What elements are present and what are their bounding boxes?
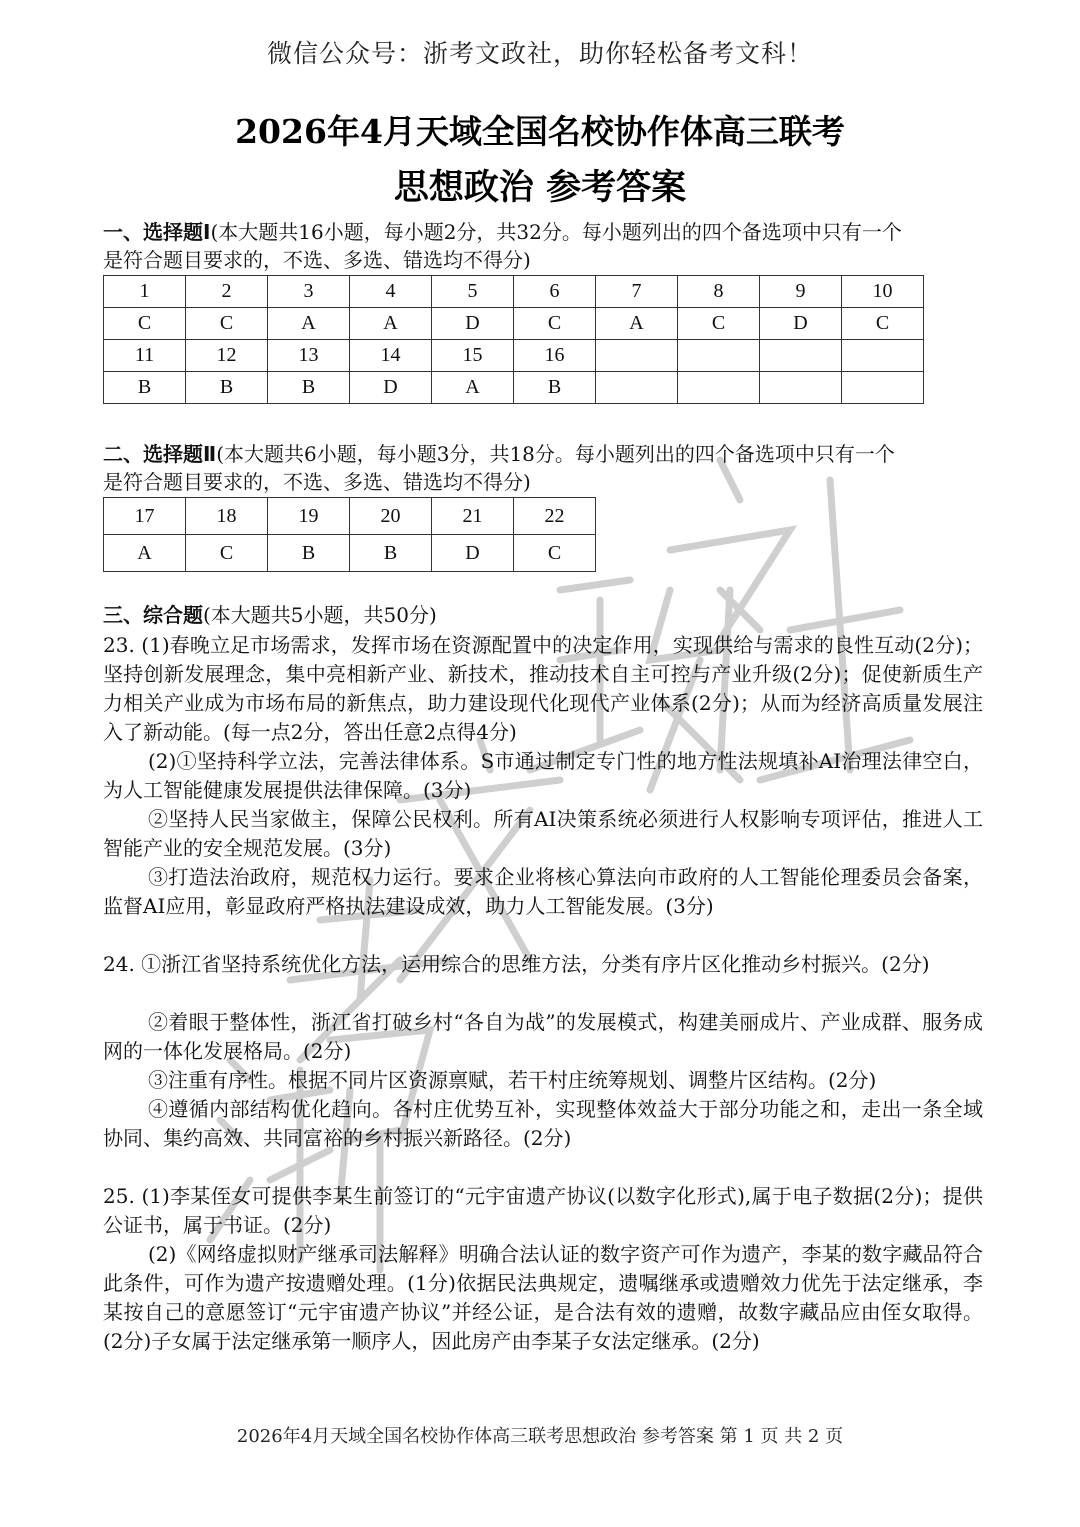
question-number: 5 xyxy=(432,276,514,308)
answer-cell: C xyxy=(842,308,924,340)
answer-cell: B xyxy=(186,372,268,404)
question-number xyxy=(596,340,678,372)
q24-point3: ③注重有序性。根据不同片区资源禀赋，若干村庄统筹规划、调整片区结构。(2分) xyxy=(148,1068,877,1092)
answer-cell: C xyxy=(514,535,596,572)
table-row xyxy=(104,372,924,404)
answer-cell: A xyxy=(350,308,432,340)
answer-cell: A xyxy=(596,308,678,340)
question-number: 12 xyxy=(186,340,268,372)
answer-cell: A xyxy=(104,535,186,572)
question-number: 15 xyxy=(432,340,514,372)
section1-desc-line1: (本大题共16小题，每小题2分，共32分。每小题列出的四个备选项中只有一个 xyxy=(210,220,902,244)
answer-cell: B xyxy=(268,372,350,404)
question-number: 4 xyxy=(350,276,432,308)
exam-subtitle: 思想政治 参考答案 xyxy=(393,167,687,208)
question-number xyxy=(760,340,842,372)
question-number: 21 xyxy=(432,498,514,535)
section1-desc-line2: 是符合题目要求的，不选、多选、错选均不得分) xyxy=(103,248,531,272)
table-row xyxy=(104,276,924,308)
question-number: 2 xyxy=(186,276,268,308)
question-number: 14 xyxy=(350,340,432,372)
answer-cell: D xyxy=(432,308,514,340)
q25-part2: (2)《网络虚拟财产继承司法解释》明确合法认证的数字资产可作为遗产，李某的数字藏品符合此条件，可作为遗产按遗赠处理。(1分)依据民法典规定，遗嘱继承或遗赠效力优先于法定继承，李某按自己的意愿签订“元宇宙遗产协议”并经公证，是合法有效的遗赠，故数字藏品应由侄女取得。(2分)子女属于法定继承第一顺序人，因此房产由李某子女法定继承。(2分) xyxy=(103,1242,983,1353)
answer-cell: A xyxy=(432,372,514,404)
question-number: 18 xyxy=(186,498,268,535)
exam-title: 2026年4月天域全国名校协作体高三联考 xyxy=(235,112,845,151)
answer-cell: C xyxy=(186,308,268,340)
q25-part1: 25. (1)李某侄女可提供李某生前签订的“元宇宙遗产协议(以数字化形式),属于电子数据(2分)；提供公证书，属于书证。(2分) xyxy=(103,1184,983,1237)
question-number: 11 xyxy=(104,340,186,372)
q23-part2-point2: ②坚持人民当家做主，保障公民权利。所有AI决策系统必须进行人权影响专项评估，推进人工智能产业的安全规范发展。(3分) xyxy=(103,807,983,860)
section3-header xyxy=(103,601,973,629)
page-footer: 2026年4月天域全国名校协作体高三联考思想政治 参考答案 第 1 页 共 2 页 xyxy=(236,1426,844,1447)
question-number: 20 xyxy=(350,498,432,535)
section1-answer-table xyxy=(103,275,924,404)
answer-cell: C xyxy=(186,535,268,572)
section2-answer-table xyxy=(103,497,596,572)
answer-cell xyxy=(760,372,842,404)
answer-cell: B xyxy=(350,535,432,572)
answer-cell: B xyxy=(104,372,186,404)
question-number: 6 xyxy=(514,276,596,308)
question-number: 7 xyxy=(596,276,678,308)
answer-cell: D xyxy=(432,535,514,572)
answer-cell: B xyxy=(514,372,596,404)
q24-point4: ④遵循内部结构优化趋向。各村庄优势互补，实现整体效益大于部分功能之和，走出一条全域协同、集约高效、共同富裕的乡村振兴新路径。(2分) xyxy=(103,1097,983,1150)
q24-point1: 24. ①浙江省坚持系统优化方法，运用综合的思维方法，分类有序片区化推动乡村振兴。(2分) xyxy=(103,952,930,976)
section2-desc-line1: (本大题共6小题，每小题3分，共18分。每小题列出的四个备选项中只有一个 xyxy=(216,442,895,466)
table-row xyxy=(104,308,924,340)
section2-desc-line2: 是符合题目要求的，不选、多选、错选均不得分) xyxy=(103,470,531,494)
question-number: 17 xyxy=(104,498,186,535)
answer-cell: D xyxy=(350,372,432,404)
section3-heading: 三、综合题 xyxy=(103,603,203,627)
question-number: 3 xyxy=(268,276,350,308)
question-number xyxy=(678,340,760,372)
question-number: 22 xyxy=(514,498,596,535)
answer-cell: C xyxy=(678,308,760,340)
q23-part1: 23. (1)春晚立足市场需求，发挥市场在资源配置中的决定作用，实现供给与需求的良性互动(2分)；坚持创新发展理念，集中亮相新产业、新技术，推动技术自主可控与产业升级(2分)；促使新质生产力相关产业成为市场布局的新焦点，助力建设现代化现代产业体系(2分)；从而为经济高质量发展注入了新动能。(每一点2分，答出任意2点得4分) xyxy=(103,633,983,744)
question-number: 19 xyxy=(268,498,350,535)
section1-header xyxy=(103,218,973,274)
answer-cell: C xyxy=(514,308,596,340)
table-row xyxy=(104,535,596,572)
table-row xyxy=(104,498,596,535)
section2-header xyxy=(103,440,973,496)
question-number: 13 xyxy=(268,340,350,372)
q23-part2-point1: (2)①坚持科学立法，完善法律体系。S市通过制定专门性的地方性法规填补AI治理法律空白，为人工智能健康发展提供法律保障。(3分) xyxy=(103,749,983,802)
answer-cell: D xyxy=(760,308,842,340)
answer-cell: A xyxy=(268,308,350,340)
q23-part2-point3: ③打造法治政府，规范权力运行。要求企业将核心算法向市政府的人工智能伦理委员会备案，监督AI应用，彰显政府严格执法建设成效，助力人工智能发展。(3分) xyxy=(103,865,983,918)
question-number: 9 xyxy=(760,276,842,308)
table-row xyxy=(104,340,924,372)
question-number xyxy=(842,340,924,372)
answer-cell xyxy=(842,372,924,404)
section3-desc: (本大题共5小题，共50分) xyxy=(203,603,437,627)
question-number: 8 xyxy=(678,276,760,308)
answer-cell: B xyxy=(268,535,350,572)
question-number: 10 xyxy=(842,276,924,308)
question-number: 1 xyxy=(104,276,186,308)
section2-heading: 二、选择题Ⅱ xyxy=(103,442,217,466)
section1-heading: 一、选择题Ⅰ xyxy=(103,220,211,244)
q24-point2: ②着眼于整体性，浙江省打破乡村“各自为战”的发展模式，构建美丽成片、产业成群、服务成网的一体化发展格局。(2分) xyxy=(103,1010,983,1063)
question-number: 16 xyxy=(514,340,596,372)
answer-cell: C xyxy=(104,308,186,340)
answer-cell xyxy=(596,372,678,404)
wechat-header: 微信公众号：浙考文政社，助你轻松备考文科！ xyxy=(266,39,813,68)
answer-cell xyxy=(678,372,760,404)
